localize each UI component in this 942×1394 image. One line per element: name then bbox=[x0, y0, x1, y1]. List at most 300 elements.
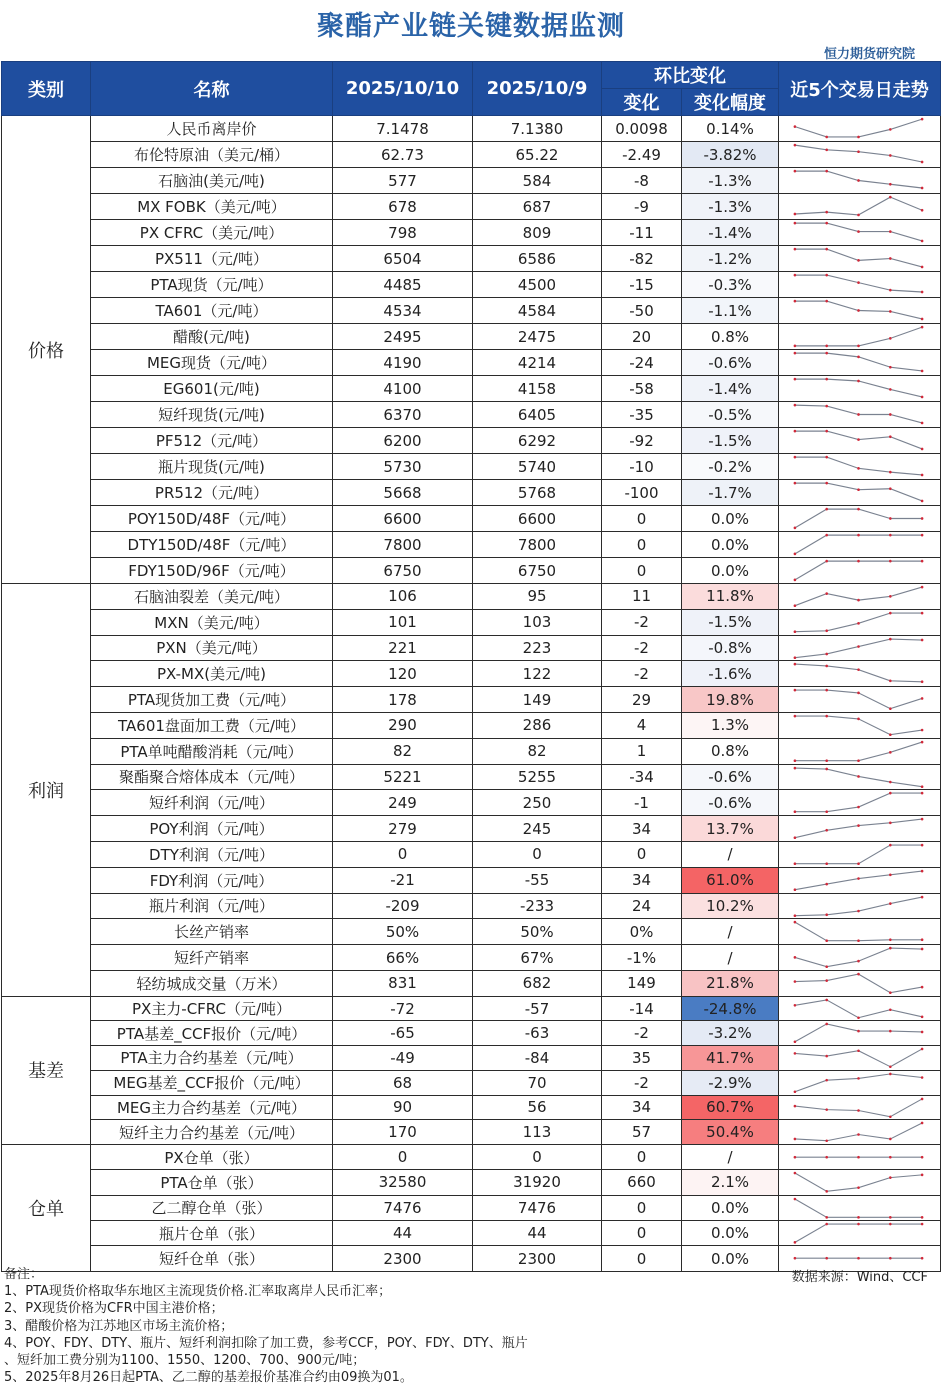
sparkline-point bbox=[889, 939, 892, 942]
sparkline-point bbox=[794, 482, 797, 485]
sparkline-path bbox=[795, 1224, 922, 1242]
value-current-cell: -49 bbox=[333, 1046, 473, 1071]
change-pct-cell: -0.8% bbox=[682, 635, 779, 661]
trend-sparkline bbox=[779, 298, 940, 323]
sparkline-point bbox=[921, 870, 924, 873]
trend-sparkline bbox=[779, 324, 940, 349]
value-current-cell: -209 bbox=[333, 893, 473, 919]
change-cell: -2.49 bbox=[602, 142, 682, 168]
sparkline-path bbox=[795, 742, 922, 761]
change-cell: 0% bbox=[602, 919, 682, 945]
sparkline-point bbox=[889, 680, 892, 683]
table-row bbox=[2, 687, 941, 713]
name-cell: MEG基差_CCF报价（元/吨） bbox=[91, 1070, 333, 1095]
value-current-cell: -65 bbox=[333, 1021, 473, 1046]
table-row bbox=[2, 454, 941, 480]
sparkline-point bbox=[825, 759, 828, 762]
trend-sparkline bbox=[779, 1096, 940, 1120]
sparkline-point bbox=[794, 456, 797, 459]
trend-sparkline bbox=[779, 636, 940, 661]
table-row bbox=[2, 558, 941, 584]
value-previous-cell: 65.22 bbox=[473, 142, 602, 168]
sparkline-point bbox=[825, 248, 828, 251]
value-previous-cell: 56 bbox=[473, 1095, 602, 1120]
sparkline-point bbox=[794, 144, 797, 147]
sparkline-point bbox=[921, 612, 924, 615]
value-current-cell: 6200 bbox=[333, 428, 473, 454]
change-cell: 0 bbox=[602, 532, 682, 558]
value-previous-cell: -57 bbox=[473, 996, 602, 1021]
value-current-cell: 290 bbox=[333, 712, 473, 738]
value-previous-cell: 0 bbox=[473, 841, 602, 867]
table-row bbox=[2, 584, 941, 610]
change-cell: -92 bbox=[602, 428, 682, 454]
value-previous-cell: 6292 bbox=[473, 428, 602, 454]
sparkline-path bbox=[795, 664, 922, 682]
value-current-cell: 4534 bbox=[333, 298, 473, 324]
sparkline-point bbox=[889, 1138, 892, 1141]
trend-sparkline bbox=[779, 246, 940, 271]
change-cell: -15 bbox=[602, 272, 682, 298]
table-body bbox=[2, 116, 941, 1272]
change-cell: -2 bbox=[602, 609, 682, 635]
trend-sparkline bbox=[779, 739, 940, 764]
change-cell: -8 bbox=[602, 168, 682, 194]
sparkline-point bbox=[825, 560, 828, 563]
sparkline-point bbox=[857, 413, 860, 416]
trend-sparkline-cell bbox=[779, 764, 941, 790]
sparkline-point bbox=[921, 474, 924, 477]
change-cell: 34 bbox=[602, 816, 682, 842]
trend-sparkline bbox=[779, 116, 940, 141]
notes-heading: 备注： bbox=[4, 1267, 44, 1282]
sparkline-point bbox=[921, 895, 924, 898]
trend-sparkline-cell bbox=[779, 1070, 941, 1095]
name-cell: POY利润（元/吨） bbox=[91, 816, 333, 842]
sparkline-point bbox=[825, 345, 828, 348]
sparkline-path bbox=[795, 1024, 922, 1042]
value-current-cell: 2495 bbox=[333, 324, 473, 350]
sparkline-point bbox=[825, 482, 828, 485]
sparkline-point bbox=[857, 230, 860, 233]
sparkline-point bbox=[921, 1257, 924, 1260]
change-cell: 34 bbox=[602, 867, 682, 893]
name-cell: PTA单吨醋酸消耗（元/吨） bbox=[91, 738, 333, 764]
sparkline-point bbox=[794, 1090, 797, 1093]
sparkline-point bbox=[889, 560, 892, 563]
sparkline-point bbox=[857, 438, 860, 441]
sparkline-point bbox=[825, 1156, 828, 1159]
value-current-cell: 32580 bbox=[333, 1170, 473, 1195]
value-previous-cell: 6405 bbox=[473, 402, 602, 428]
sparkline-point bbox=[794, 663, 797, 666]
change-cell: 660 bbox=[602, 1170, 682, 1195]
sparkline-point bbox=[889, 534, 892, 537]
sparkline-point bbox=[921, 1174, 924, 1177]
sparkline-point bbox=[889, 1030, 892, 1033]
sparkline-point bbox=[857, 214, 860, 217]
trend-sparkline bbox=[779, 1145, 940, 1169]
table-row bbox=[2, 1221, 941, 1246]
trend-sparkline-cell bbox=[779, 1095, 941, 1120]
change-pct-cell: -3.2% bbox=[682, 1021, 779, 1046]
sparkline-point bbox=[857, 1156, 860, 1159]
change-cell: -82 bbox=[602, 246, 682, 272]
sparkline-point bbox=[794, 1104, 797, 1107]
sparkline-point bbox=[794, 914, 797, 917]
sparkline-point bbox=[794, 352, 797, 355]
sparkline-point bbox=[857, 488, 860, 491]
change-pct-cell: 41.7% bbox=[682, 1046, 779, 1071]
name-cell: MEG现货（元/吨） bbox=[91, 350, 333, 376]
sparkline-point bbox=[857, 692, 860, 695]
trend-sparkline-cell bbox=[779, 687, 941, 713]
sparkline-point bbox=[825, 979, 828, 982]
sparkline-point bbox=[825, 1055, 828, 1058]
sparkline-point bbox=[857, 775, 860, 778]
sparkline-point bbox=[857, 1216, 860, 1219]
trend-sparkline-cell bbox=[779, 584, 941, 610]
sparkline-point bbox=[889, 1257, 892, 1260]
name-cell: PTA基差_CCF报价（元/吨） bbox=[91, 1021, 333, 1046]
trend-sparkline bbox=[779, 584, 940, 609]
trend-sparkline bbox=[779, 220, 940, 245]
value-current-cell: 5730 bbox=[333, 454, 473, 480]
sparkline-point bbox=[921, 818, 924, 821]
value-previous-cell: 584 bbox=[473, 168, 602, 194]
sparkline-point bbox=[921, 844, 924, 847]
sparkline-point bbox=[825, 508, 828, 511]
value-previous-cell: -55 bbox=[473, 867, 602, 893]
value-current-cell: 7.1478 bbox=[333, 116, 473, 142]
table-row bbox=[2, 738, 941, 764]
sparkline-point bbox=[794, 811, 797, 814]
category-cell: 仓单 bbox=[2, 1144, 91, 1271]
trend-sparkline-cell bbox=[779, 738, 941, 764]
table-row bbox=[2, 764, 941, 790]
value-previous-cell: 809 bbox=[473, 220, 602, 246]
value-previous-cell: 4500 bbox=[473, 272, 602, 298]
value-previous-cell: 6600 bbox=[473, 506, 602, 532]
sparkline-point bbox=[921, 1048, 924, 1051]
sparkline-point bbox=[857, 824, 860, 827]
change-cell: -24 bbox=[602, 350, 682, 376]
sparkline-point bbox=[794, 170, 797, 173]
name-cell: PTA现货加工费（元/吨） bbox=[91, 687, 333, 713]
trend-sparkline bbox=[779, 168, 940, 193]
sparkline-point bbox=[889, 792, 892, 795]
trend-sparkline bbox=[779, 1170, 940, 1194]
name-cell: PF512（元/吨） bbox=[91, 428, 333, 454]
header-change: 变化 bbox=[602, 89, 682, 116]
value-previous-cell: 31920 bbox=[473, 1170, 602, 1195]
sparkline-point bbox=[825, 665, 828, 668]
sparkline-point bbox=[825, 1140, 828, 1143]
table-row bbox=[2, 790, 941, 816]
sparkline-point bbox=[825, 534, 828, 537]
name-cell: PTA现货（元/吨） bbox=[91, 272, 333, 298]
sparkline-point bbox=[857, 136, 860, 139]
sparkline-point bbox=[794, 689, 797, 692]
sparkline-point bbox=[921, 741, 924, 744]
sparkline-point bbox=[921, 785, 924, 788]
trend-sparkline bbox=[779, 842, 940, 867]
change-pct-cell: -1.4% bbox=[682, 220, 779, 246]
trend-sparkline bbox=[779, 919, 940, 944]
table-row bbox=[2, 376, 941, 402]
trend-sparkline-cell bbox=[779, 816, 941, 842]
sparkline-point bbox=[825, 300, 828, 303]
trend-sparkline bbox=[779, 610, 940, 635]
sparkline-point bbox=[921, 266, 924, 269]
sparkline-point bbox=[794, 1197, 797, 1200]
change-pct-cell: 11.8% bbox=[682, 584, 779, 610]
trend-sparkline-cell bbox=[779, 220, 941, 246]
value-previous-cell: 70 bbox=[473, 1070, 602, 1095]
table-row bbox=[2, 272, 941, 298]
sparkline-point bbox=[889, 595, 892, 598]
change-pct-cell: 61.0% bbox=[682, 867, 779, 893]
trend-sparkline bbox=[779, 790, 940, 815]
sparkline-point bbox=[921, 681, 924, 684]
trend-sparkline-cell bbox=[779, 1144, 941, 1169]
trend-sparkline-cell bbox=[779, 246, 941, 272]
value-previous-cell: -63 bbox=[473, 1021, 602, 1046]
change-pct-cell: -1.4% bbox=[682, 376, 779, 402]
trend-sparkline bbox=[779, 816, 940, 841]
value-previous-cell: 122 bbox=[473, 661, 602, 687]
change-cell: 0 bbox=[602, 558, 682, 584]
trend-sparkline-cell bbox=[779, 712, 941, 738]
value-current-cell: 7476 bbox=[333, 1195, 473, 1220]
name-cell: PR512（元/吨） bbox=[91, 480, 333, 506]
value-previous-cell: 286 bbox=[473, 712, 602, 738]
sparkline-point bbox=[857, 622, 860, 625]
trend-sparkline bbox=[779, 713, 940, 738]
trend-sparkline-cell bbox=[779, 558, 941, 584]
sparkline-point bbox=[889, 612, 892, 615]
sparkline-point bbox=[921, 500, 924, 503]
sparkline-point bbox=[889, 1156, 892, 1159]
sparkline-point bbox=[794, 300, 797, 303]
table-row bbox=[2, 1144, 941, 1169]
name-cell: 布伦特原油（美元/桶） bbox=[91, 142, 333, 168]
sparkline-point bbox=[921, 422, 924, 425]
trend-sparkline bbox=[779, 765, 940, 790]
table-row bbox=[2, 1170, 941, 1195]
table-row bbox=[2, 816, 941, 842]
name-cell: DTY利润（元/吨） bbox=[91, 841, 333, 867]
change-cell: -2 bbox=[602, 1070, 682, 1095]
sparkline-point bbox=[889, 289, 892, 292]
name-cell: TA601盘面加工费（元/吨） bbox=[91, 712, 333, 738]
trend-sparkline-cell bbox=[779, 893, 941, 919]
sparkline-point bbox=[889, 1008, 892, 1011]
sparkline-point bbox=[857, 940, 860, 943]
value-current-cell: 101 bbox=[333, 609, 473, 635]
table-row bbox=[2, 324, 941, 350]
sparkline-point bbox=[921, 291, 924, 294]
sparkline-point bbox=[857, 718, 860, 721]
sparkline-point bbox=[857, 759, 860, 762]
sparkline-point bbox=[889, 991, 892, 994]
table-row bbox=[2, 1070, 941, 1095]
sparkline-point bbox=[889, 154, 892, 157]
sparkline-point bbox=[889, 230, 892, 233]
trend-sparkline bbox=[779, 894, 940, 919]
sparkline-path bbox=[795, 561, 922, 580]
change-pct-cell: 0.14% bbox=[682, 116, 779, 142]
value-current-cell: 221 bbox=[333, 635, 473, 661]
sparkline-point bbox=[825, 211, 828, 214]
sparkline-point bbox=[794, 430, 797, 433]
sparkline-point bbox=[921, 209, 924, 212]
sparkline-point bbox=[857, 508, 860, 511]
name-cell: PXN（美元/吨） bbox=[91, 635, 333, 661]
trend-sparkline-cell bbox=[779, 945, 941, 971]
sparkline-point bbox=[889, 366, 892, 369]
trend-sparkline bbox=[779, 1120, 940, 1144]
change-cell: 0.0098 bbox=[602, 116, 682, 142]
trend-sparkline-cell bbox=[779, 350, 941, 376]
trend-sparkline-cell bbox=[779, 1120, 941, 1145]
change-pct-cell: 0.0% bbox=[682, 558, 779, 584]
table-row bbox=[2, 298, 941, 324]
sparkline-point bbox=[857, 356, 860, 359]
sparkline-point bbox=[857, 909, 860, 912]
table-row bbox=[2, 142, 941, 168]
name-cell: 短纤主力合约基差（元/吨） bbox=[91, 1120, 333, 1145]
category-cell: 基差 bbox=[2, 996, 91, 1144]
sparkline-point bbox=[857, 560, 860, 563]
sparkline-point bbox=[794, 274, 797, 277]
sparkline-point bbox=[889, 708, 892, 711]
change-cell: -50 bbox=[602, 298, 682, 324]
sparkline-point bbox=[857, 1223, 860, 1226]
sparkline-point bbox=[825, 913, 828, 916]
change-cell: -10 bbox=[602, 454, 682, 480]
trend-sparkline bbox=[779, 661, 940, 686]
trend-sparkline-cell bbox=[779, 1021, 941, 1046]
change-cell: -14 bbox=[602, 996, 682, 1021]
trend-sparkline bbox=[779, 454, 940, 479]
note-line: 1、PTA现货价格取华东地区主流现货价格.汇率取离岸人民币汇率； bbox=[4, 1284, 392, 1300]
table-row bbox=[2, 919, 941, 945]
value-previous-cell: 6750 bbox=[473, 558, 602, 584]
sparkline-point bbox=[794, 630, 797, 633]
trend-sparkline-cell bbox=[779, 454, 941, 480]
trend-sparkline-cell bbox=[779, 867, 941, 893]
value-current-cell: 6750 bbox=[333, 558, 473, 584]
sparkline-point bbox=[794, 222, 797, 225]
value-previous-cell: 4584 bbox=[473, 298, 602, 324]
sparkline-point bbox=[921, 1122, 924, 1125]
table-row bbox=[2, 1195, 941, 1220]
value-previous-cell: 50% bbox=[473, 919, 602, 945]
category-cell: 价格 bbox=[2, 116, 91, 584]
trend-sparkline-cell bbox=[779, 919, 941, 945]
table-row bbox=[2, 893, 941, 919]
change-cell: 20 bbox=[602, 324, 682, 350]
trend-sparkline-cell bbox=[779, 609, 941, 635]
sparkline-point bbox=[889, 637, 892, 640]
value-current-cell: 68 bbox=[333, 1070, 473, 1095]
name-cell: MXN（美元/吨） bbox=[91, 609, 333, 635]
name-cell: 瓶片现货(元/吨) bbox=[91, 454, 333, 480]
sparkline-point bbox=[825, 767, 828, 770]
sparkline-point bbox=[857, 380, 860, 383]
change-pct-cell: 50.4% bbox=[682, 1120, 779, 1145]
sparkline-path bbox=[795, 249, 922, 267]
name-cell: EG601(元/吨) bbox=[91, 376, 333, 402]
change-cell: 57 bbox=[602, 1120, 682, 1145]
sparkline-point bbox=[921, 1031, 924, 1034]
sparkline-point bbox=[857, 179, 860, 182]
value-previous-cell: 2300 bbox=[473, 1246, 602, 1271]
trend-sparkline bbox=[779, 868, 940, 893]
sparkline-point bbox=[794, 715, 797, 718]
change-pct-cell: 21.8% bbox=[682, 970, 779, 996]
sparkline-point bbox=[921, 318, 924, 321]
value-current-cell: -72 bbox=[333, 996, 473, 1021]
sparkline-point bbox=[794, 1172, 797, 1175]
sparkline-point bbox=[857, 150, 860, 153]
sparkline-point bbox=[825, 274, 828, 277]
trend-sparkline bbox=[779, 506, 940, 531]
sparkline-point bbox=[921, 1216, 924, 1219]
value-previous-cell: -233 bbox=[473, 893, 602, 919]
table-row bbox=[2, 1120, 941, 1145]
sparkline-point bbox=[921, 370, 924, 373]
change-pct-cell: 13.7% bbox=[682, 816, 779, 842]
sparkline-point bbox=[889, 388, 892, 391]
value-previous-cell: 7800 bbox=[473, 532, 602, 558]
table-row bbox=[2, 635, 941, 661]
name-cell: MEG主力合约基差（元/吨） bbox=[91, 1095, 333, 1120]
value-current-cell: 120 bbox=[333, 661, 473, 687]
change-cell: -35 bbox=[602, 402, 682, 428]
value-previous-cell: 5768 bbox=[473, 480, 602, 506]
trend-sparkline bbox=[779, 376, 940, 401]
name-cell: 长丝产销率 bbox=[91, 919, 333, 945]
sparkline-point bbox=[794, 1156, 797, 1159]
sparkline-point bbox=[921, 939, 924, 942]
table-row bbox=[2, 532, 941, 558]
change-cell: 0 bbox=[602, 1221, 682, 1246]
sparkline-point bbox=[921, 560, 924, 563]
sparkline-point bbox=[921, 161, 924, 164]
change-cell: 11 bbox=[602, 584, 682, 610]
sparkline-point bbox=[889, 310, 892, 313]
value-current-cell: 6504 bbox=[333, 246, 473, 272]
name-cell: PX仓单（张） bbox=[91, 1144, 333, 1169]
sparkline-point bbox=[794, 956, 797, 959]
sparkline-path bbox=[795, 1123, 922, 1141]
sparkline-point bbox=[921, 1076, 924, 1079]
value-current-cell: 249 bbox=[333, 790, 473, 816]
trend-sparkline-cell bbox=[779, 661, 941, 687]
value-previous-cell: 67% bbox=[473, 945, 602, 971]
trend-sparkline bbox=[779, 558, 940, 583]
name-cell: 短纤现货(元/吨) bbox=[91, 402, 333, 428]
sparkline-point bbox=[857, 1109, 860, 1112]
sparkline-point bbox=[794, 1004, 797, 1007]
value-current-cell: 7800 bbox=[333, 532, 473, 558]
value-previous-cell: 4158 bbox=[473, 376, 602, 402]
change-pct-cell: -0.5% bbox=[682, 402, 779, 428]
change-pct-cell: -3.82% bbox=[682, 142, 779, 168]
change-cell: 34 bbox=[602, 1095, 682, 1120]
